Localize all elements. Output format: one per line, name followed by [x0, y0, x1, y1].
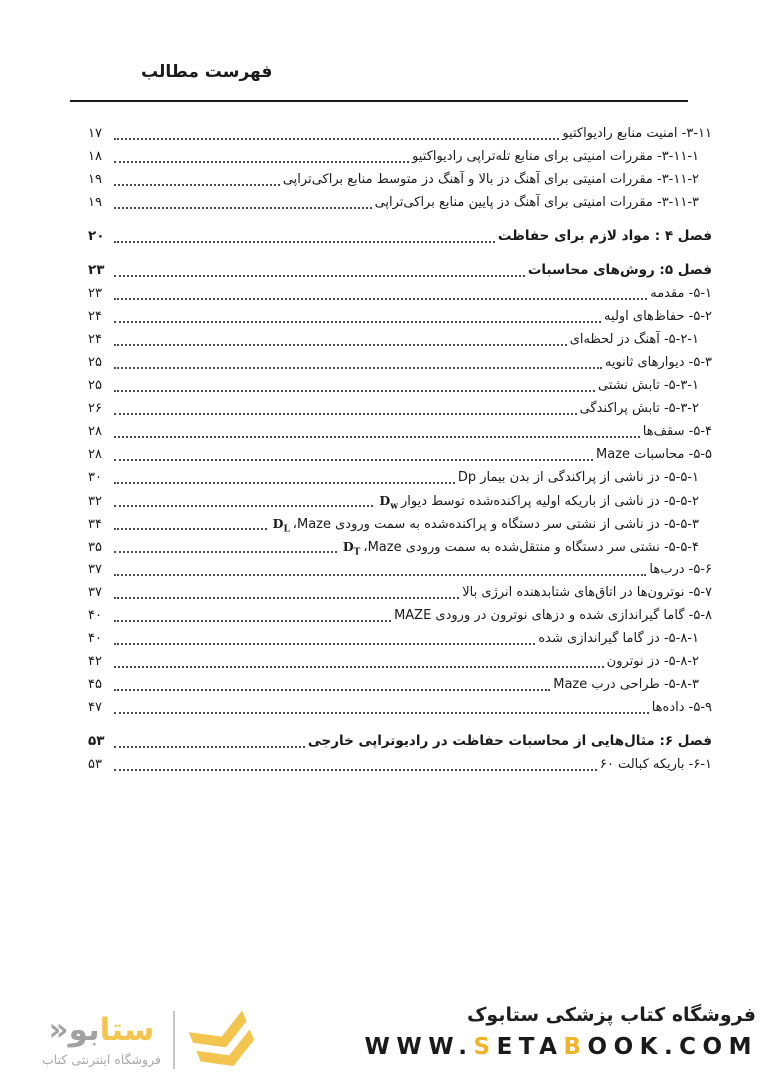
- toc-entry-page: ۴۰: [88, 631, 102, 646]
- dot-leader: [114, 627, 535, 650]
- toc-entry-row: [88, 305, 712, 328]
- toc-entry-label: فصل ۴ : مواد لازم برای حفاظت: [497, 228, 712, 244]
- toc-entry-label: ۶-۱- باریکه کبالت ۶۰: [599, 757, 712, 772]
- setabook-chevron-icon: [187, 1002, 259, 1078]
- toc-entry-row: [88, 753, 712, 776]
- toc-entry-label: ۳-۱۱-۲- مقررات امنیتی برای آهنگ دز بالا و آهنگ دز متوسط منابع براکی‌تراپی: [282, 172, 699, 187]
- dot-leader: [114, 191, 372, 214]
- toc-entry-row: [88, 374, 712, 397]
- toc-entry-label: ۵-۱- مقدمه: [650, 286, 712, 301]
- toc-entry-page: ۵۳: [88, 757, 102, 772]
- website-part: WWW.: [364, 1034, 474, 1060]
- dot-leader: [114, 420, 640, 443]
- toc-entry-page: ۳۷: [88, 585, 102, 600]
- setabook-logo: [42, 1002, 259, 1078]
- toc-entry-label: ۳-۱۱- امنیت منابع رادیواکتیو: [562, 126, 712, 141]
- toc-entry-label: ۵-۸- گاما گیراندازی شده و دزهای نوترون در ورودی MAZE: [394, 608, 712, 623]
- toc-list: [88, 122, 712, 776]
- dot-leader: [114, 305, 601, 328]
- toc-entry-page: ۱۸: [88, 149, 102, 164]
- dot-leader: [114, 673, 550, 696]
- toc-entry-label: فصل ۵: روش‌های محاسبات: [527, 262, 712, 278]
- toc-entry-page: ۱۹: [88, 195, 102, 210]
- header-rule: [70, 100, 688, 102]
- toc-entry-page: ۳۴: [88, 517, 102, 532]
- toc-entry-label: ۵-۳-۲- تابش پراکندگی: [579, 401, 699, 416]
- website-part: ETA: [496, 1034, 564, 1060]
- toc-entry-label: ۵-۸-۱- دز گاما گیراندازی شده: [538, 631, 699, 646]
- toc-entry-label: فصل ۶: مثال‌هایی از محاسبات حفاظت در رادیوتراپی خارجی: [307, 733, 712, 749]
- dot-leader: [114, 397, 577, 420]
- toc-entry-row: [88, 604, 712, 627]
- dot-leader: [114, 282, 647, 305]
- toc-entry-page: ۲۴: [88, 332, 102, 347]
- toc-entry-label: ۵-۸-۳- طراحی درب Maze: [553, 677, 699, 692]
- wordmark-part: ستا: [99, 1012, 155, 1049]
- toc-entry-row: [88, 282, 712, 305]
- dot-leader: [114, 168, 280, 191]
- toc-entry-page: ۲۸: [88, 424, 102, 439]
- toc-entry-row: [88, 627, 712, 650]
- toc-chapter-row: [88, 730, 712, 753]
- website-part: S: [473, 1034, 497, 1060]
- toc-entry-row: [88, 696, 712, 719]
- dot-leader: [114, 753, 597, 776]
- toc-entry-label: ۵-۵-۱- دز ناشی از پراکندگی از بدن بیمار Dp: [457, 470, 699, 485]
- toc-entry-row: [88, 122, 712, 145]
- dot-leader: [114, 558, 646, 581]
- dose-symbol: $D_T$: [342, 539, 361, 558]
- toc-entry-label: ۳-۱۱-۱- مقررات امنیتی برای منابع تله‌تراپی رادیواکتیو: [412, 149, 699, 164]
- toc-entry-label: ۵-۳- دیوارهای ثانویه: [604, 355, 712, 370]
- toc-entry-label: ۵-۸-۲- دز نوترون: [606, 654, 699, 669]
- dot-leader: [114, 604, 391, 627]
- toc-entry-page: ۲۴: [88, 309, 102, 324]
- toc-entry-page: ۱۷: [88, 126, 102, 141]
- logo-tagline: فروشگاه اینترنتی کتاب: [42, 1051, 161, 1067]
- toc-entry-page: ۲۳: [88, 262, 105, 278]
- website-part: B: [563, 1034, 588, 1060]
- dot-leader: [114, 328, 567, 351]
- toc-entry-label: ۵-۶- درب‌ها: [649, 562, 712, 577]
- toc-entry-row: [88, 145, 712, 168]
- toc-entry-label: ۵-۵-۴- نشتی سر دستگاه و منتقل‌شده به سمت ورودی Maze،: [363, 540, 699, 555]
- toc-entry-label: ۵-۵-۳- دز ناشی از نشتی سر دستگاه و پراکنده‌شده به سمت ورودی Maze،: [292, 517, 699, 532]
- toc-entry-page: ۲۸: [88, 447, 102, 462]
- toc-entry-page: ۱۹: [88, 172, 102, 187]
- toc-entry-row: [88, 489, 712, 512]
- dot-leader: [114, 259, 525, 282]
- setabook-wordmark: [49, 1013, 155, 1047]
- dose-symbol: $D_L$: [272, 516, 290, 535]
- toc-entry-page: ۴۰: [88, 608, 102, 623]
- toc-entry-page: ۴۲: [88, 654, 102, 669]
- toc-entry-label: ۵-۲-۱- آهنگ دز لحظه‌ای: [569, 332, 699, 347]
- dose-symbol: $D_w$: [379, 493, 399, 512]
- store-name: فروشگاه کتاب پزشکی ستابوک: [466, 1004, 756, 1026]
- toc-entry-label: ۵-۳-۱- تابش نشتی: [597, 378, 699, 393]
- toc-entry-row: [88, 328, 712, 351]
- toc-entry-page: ۳۷: [88, 562, 102, 577]
- dot-leader: [114, 374, 595, 397]
- toc-entry-row: [88, 535, 712, 558]
- toc-entry-page: ۴۷: [88, 700, 102, 715]
- dot-leader: [114, 225, 495, 248]
- toc-chapter-row: [88, 259, 712, 282]
- dot-leader: [114, 512, 267, 535]
- toc-entry-page: ۲۵: [88, 378, 102, 393]
- logo-divider: [173, 1011, 175, 1069]
- toc-entry-row: [88, 512, 712, 535]
- toc-entry-row: [88, 168, 712, 191]
- dot-leader: [114, 145, 409, 168]
- dot-leader: [114, 466, 455, 489]
- toc-entry-row: [88, 673, 712, 696]
- dot-leader: [114, 696, 649, 719]
- dot-leader: [114, 351, 602, 374]
- toc-entry-label: ۵-۷- نوترون‌ها در اتاق‌های شتابدهنده انرژی بالا: [462, 585, 712, 600]
- wordmark-part: بو: [68, 1012, 100, 1049]
- dot-leader: [114, 730, 305, 753]
- toc-chapter-row: [88, 225, 712, 248]
- toc-entry-row: [88, 351, 712, 374]
- toc-entry-label: ۵-۲- حفاظ‌های اولیه: [604, 309, 712, 324]
- dot-leader: [114, 443, 593, 466]
- logo-text-block: [42, 1013, 161, 1066]
- toc-entry-row: [88, 650, 712, 673]
- page-title: فهرست مطالب: [141, 62, 273, 82]
- toc-entry-page: ۲۵: [88, 355, 102, 370]
- toc-entry-row: [88, 558, 712, 581]
- toc-entry-row: [88, 420, 712, 443]
- website-part: OOK.COM: [587, 1034, 758, 1060]
- toc-entry-page: ۵۳: [88, 733, 105, 749]
- dot-leader: [114, 122, 559, 145]
- dot-leader: [114, 489, 373, 512]
- toc-entry-row: [88, 191, 712, 214]
- toc-entry-label: ۵-۴- سقف‌ها: [642, 424, 712, 439]
- toc-entry-label: ۵-۹- داده‌ها: [651, 700, 712, 715]
- toc-entry-row: [88, 466, 712, 489]
- toc-entry-row: [88, 397, 712, 420]
- toc-entry-page: ۲۰: [88, 228, 105, 244]
- website-url: [365, 1034, 759, 1060]
- dot-leader: [114, 650, 604, 673]
- wordmark-part: «: [48, 1012, 69, 1049]
- toc-entry-row: [88, 443, 712, 466]
- toc-entry-page: ۲۶: [88, 401, 102, 416]
- toc-entry-page: ۳۰: [88, 470, 102, 485]
- toc-entry-page: ۲۳: [88, 286, 102, 301]
- toc-entry-page: ۳۲: [88, 494, 102, 509]
- toc-entry-page: ۳۵: [88, 540, 102, 555]
- toc-entry-row: [88, 581, 712, 604]
- toc-entry-label: ۵-۵- محاسبات Maze: [596, 447, 712, 462]
- dot-leader: [114, 581, 459, 604]
- toc-entry-label: ۳-۱۱-۳- مقررات امنیتی برای آهنگ دز پایین منابع براکی‌تراپی: [374, 195, 699, 210]
- toc-entry-page: ۴۵: [88, 677, 102, 692]
- toc-entry-label: ۵-۵-۲- دز ناشی از باریکه اولیه پراکنده‌شده توسط دیوار: [401, 494, 699, 509]
- dot-leader: [114, 535, 337, 558]
